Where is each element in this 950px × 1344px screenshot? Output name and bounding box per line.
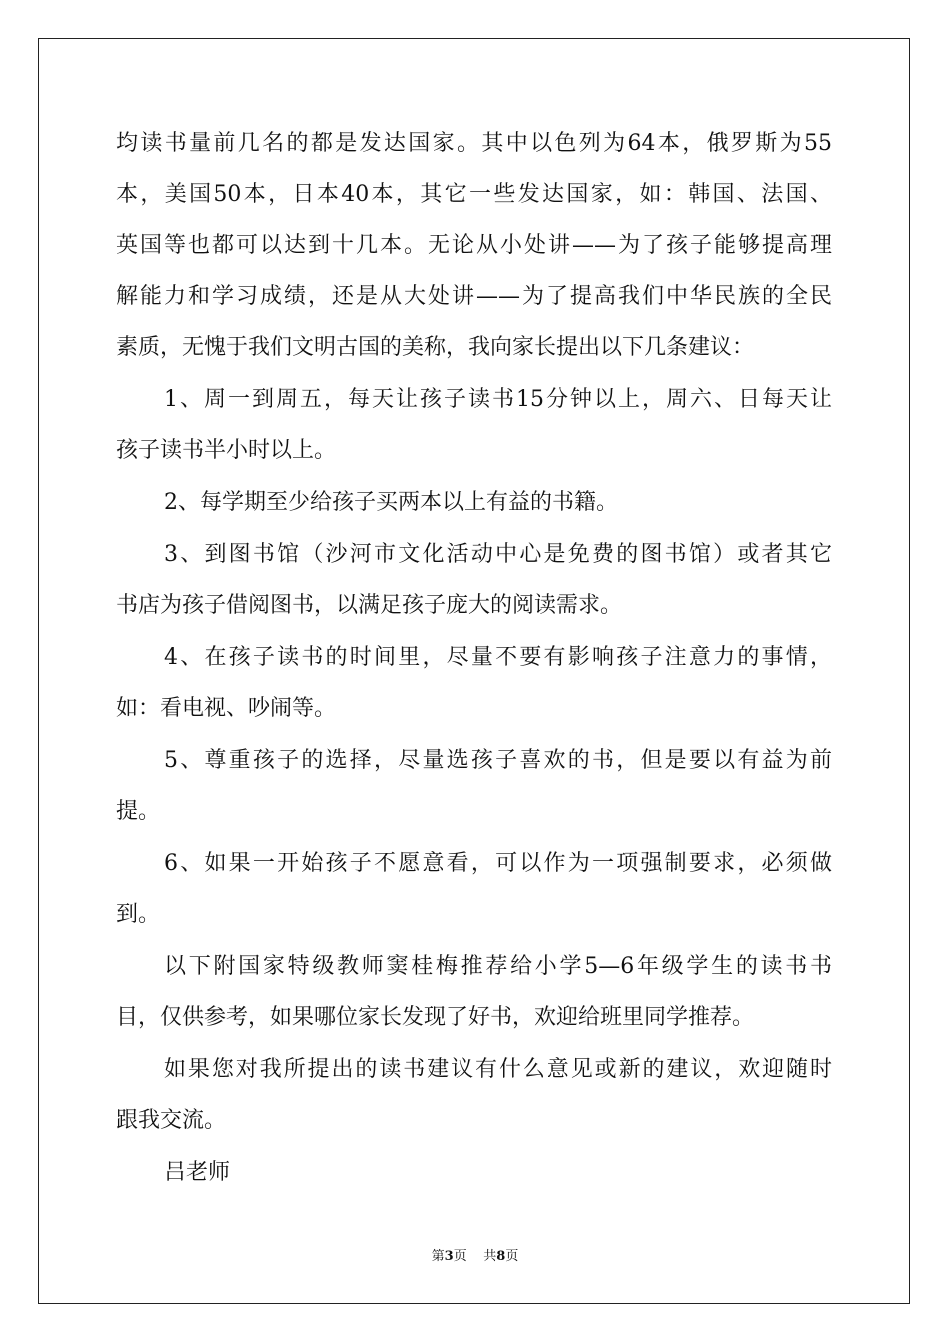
footer-page-number: 3 bbox=[444, 1249, 454, 1264]
text-line: 目，仅供参考，如果哪位家长发现了好书，欢迎给班里同学推荐。 bbox=[116, 1005, 755, 1030]
text-line: 跟我交流。 bbox=[116, 1108, 227, 1133]
text-line: 本，美国50本，日本40本，其它一些发达国家，如：韩国、法国、 bbox=[116, 182, 832, 207]
footer-page-suffix: 页 bbox=[453, 1249, 467, 1264]
text-line: 到。 bbox=[116, 902, 161, 927]
signature: 吕老师 bbox=[164, 1160, 231, 1185]
page-footer bbox=[0, 1245, 950, 1264]
footer-total-suffix: 页 bbox=[505, 1249, 519, 1264]
text-line: 英国等也都可以达到十几本。无论从小处讲——为了孩子能够提高理 bbox=[116, 233, 832, 258]
text-line: 书店为孩子借阅图书，以满足孩子庞大的阅读需求。 bbox=[116, 593, 623, 618]
paragraph-feedback: 如果您对我所提出的读书建议有什么意见或新的建议，欢迎随时 bbox=[164, 1057, 832, 1082]
text-line: 解能力和学习成绩，还是从大处讲——为了提高我们中华民族的全民 bbox=[116, 284, 832, 309]
list-item-5: 5、尊重孩子的选择，尽量选孩子喜欢的书，但是要以有益为前 bbox=[164, 748, 832, 773]
text-line: 均读书量前几名的都是发达国家。其中以色列为64本，俄罗斯为55 bbox=[116, 131, 832, 156]
footer-total-prefix: 共 bbox=[483, 1249, 497, 1264]
paragraph-booklist: 以下附国家特级教师窦桂梅推荐给小学5—6年级学生的读书书 bbox=[164, 954, 832, 979]
text-line: 提。 bbox=[116, 799, 161, 824]
list-item-2: 2、每学期至少给孩子买两本以上有益的书籍。 bbox=[164, 490, 618, 515]
footer-prefix: 第 bbox=[431, 1249, 445, 1264]
list-item-3: 3、到图书馆（沙河市文化活动中心是免费的图书馆）或者其它 bbox=[164, 542, 832, 567]
text-line: 孩子读书半小时以上。 bbox=[116, 438, 337, 463]
list-item-1: 1、周一到周五，每天让孩子读书15分钟以上，周六、日每天让 bbox=[164, 387, 832, 412]
list-item-4: 4、在孩子读书的时间里，尽量不要有影响孩子注意力的事情， bbox=[164, 645, 832, 670]
footer-total-pages: 8 bbox=[496, 1249, 506, 1264]
list-item-6: 6、如果一开始孩子不愿意看，可以作为一项强制要求，必须做 bbox=[164, 851, 832, 876]
text-line: 如：看电视、吵闹等。 bbox=[116, 696, 337, 721]
text-line: 素质，无愧于我们文明古国的美称，我向家长提出以下几条建议： bbox=[116, 335, 755, 360]
